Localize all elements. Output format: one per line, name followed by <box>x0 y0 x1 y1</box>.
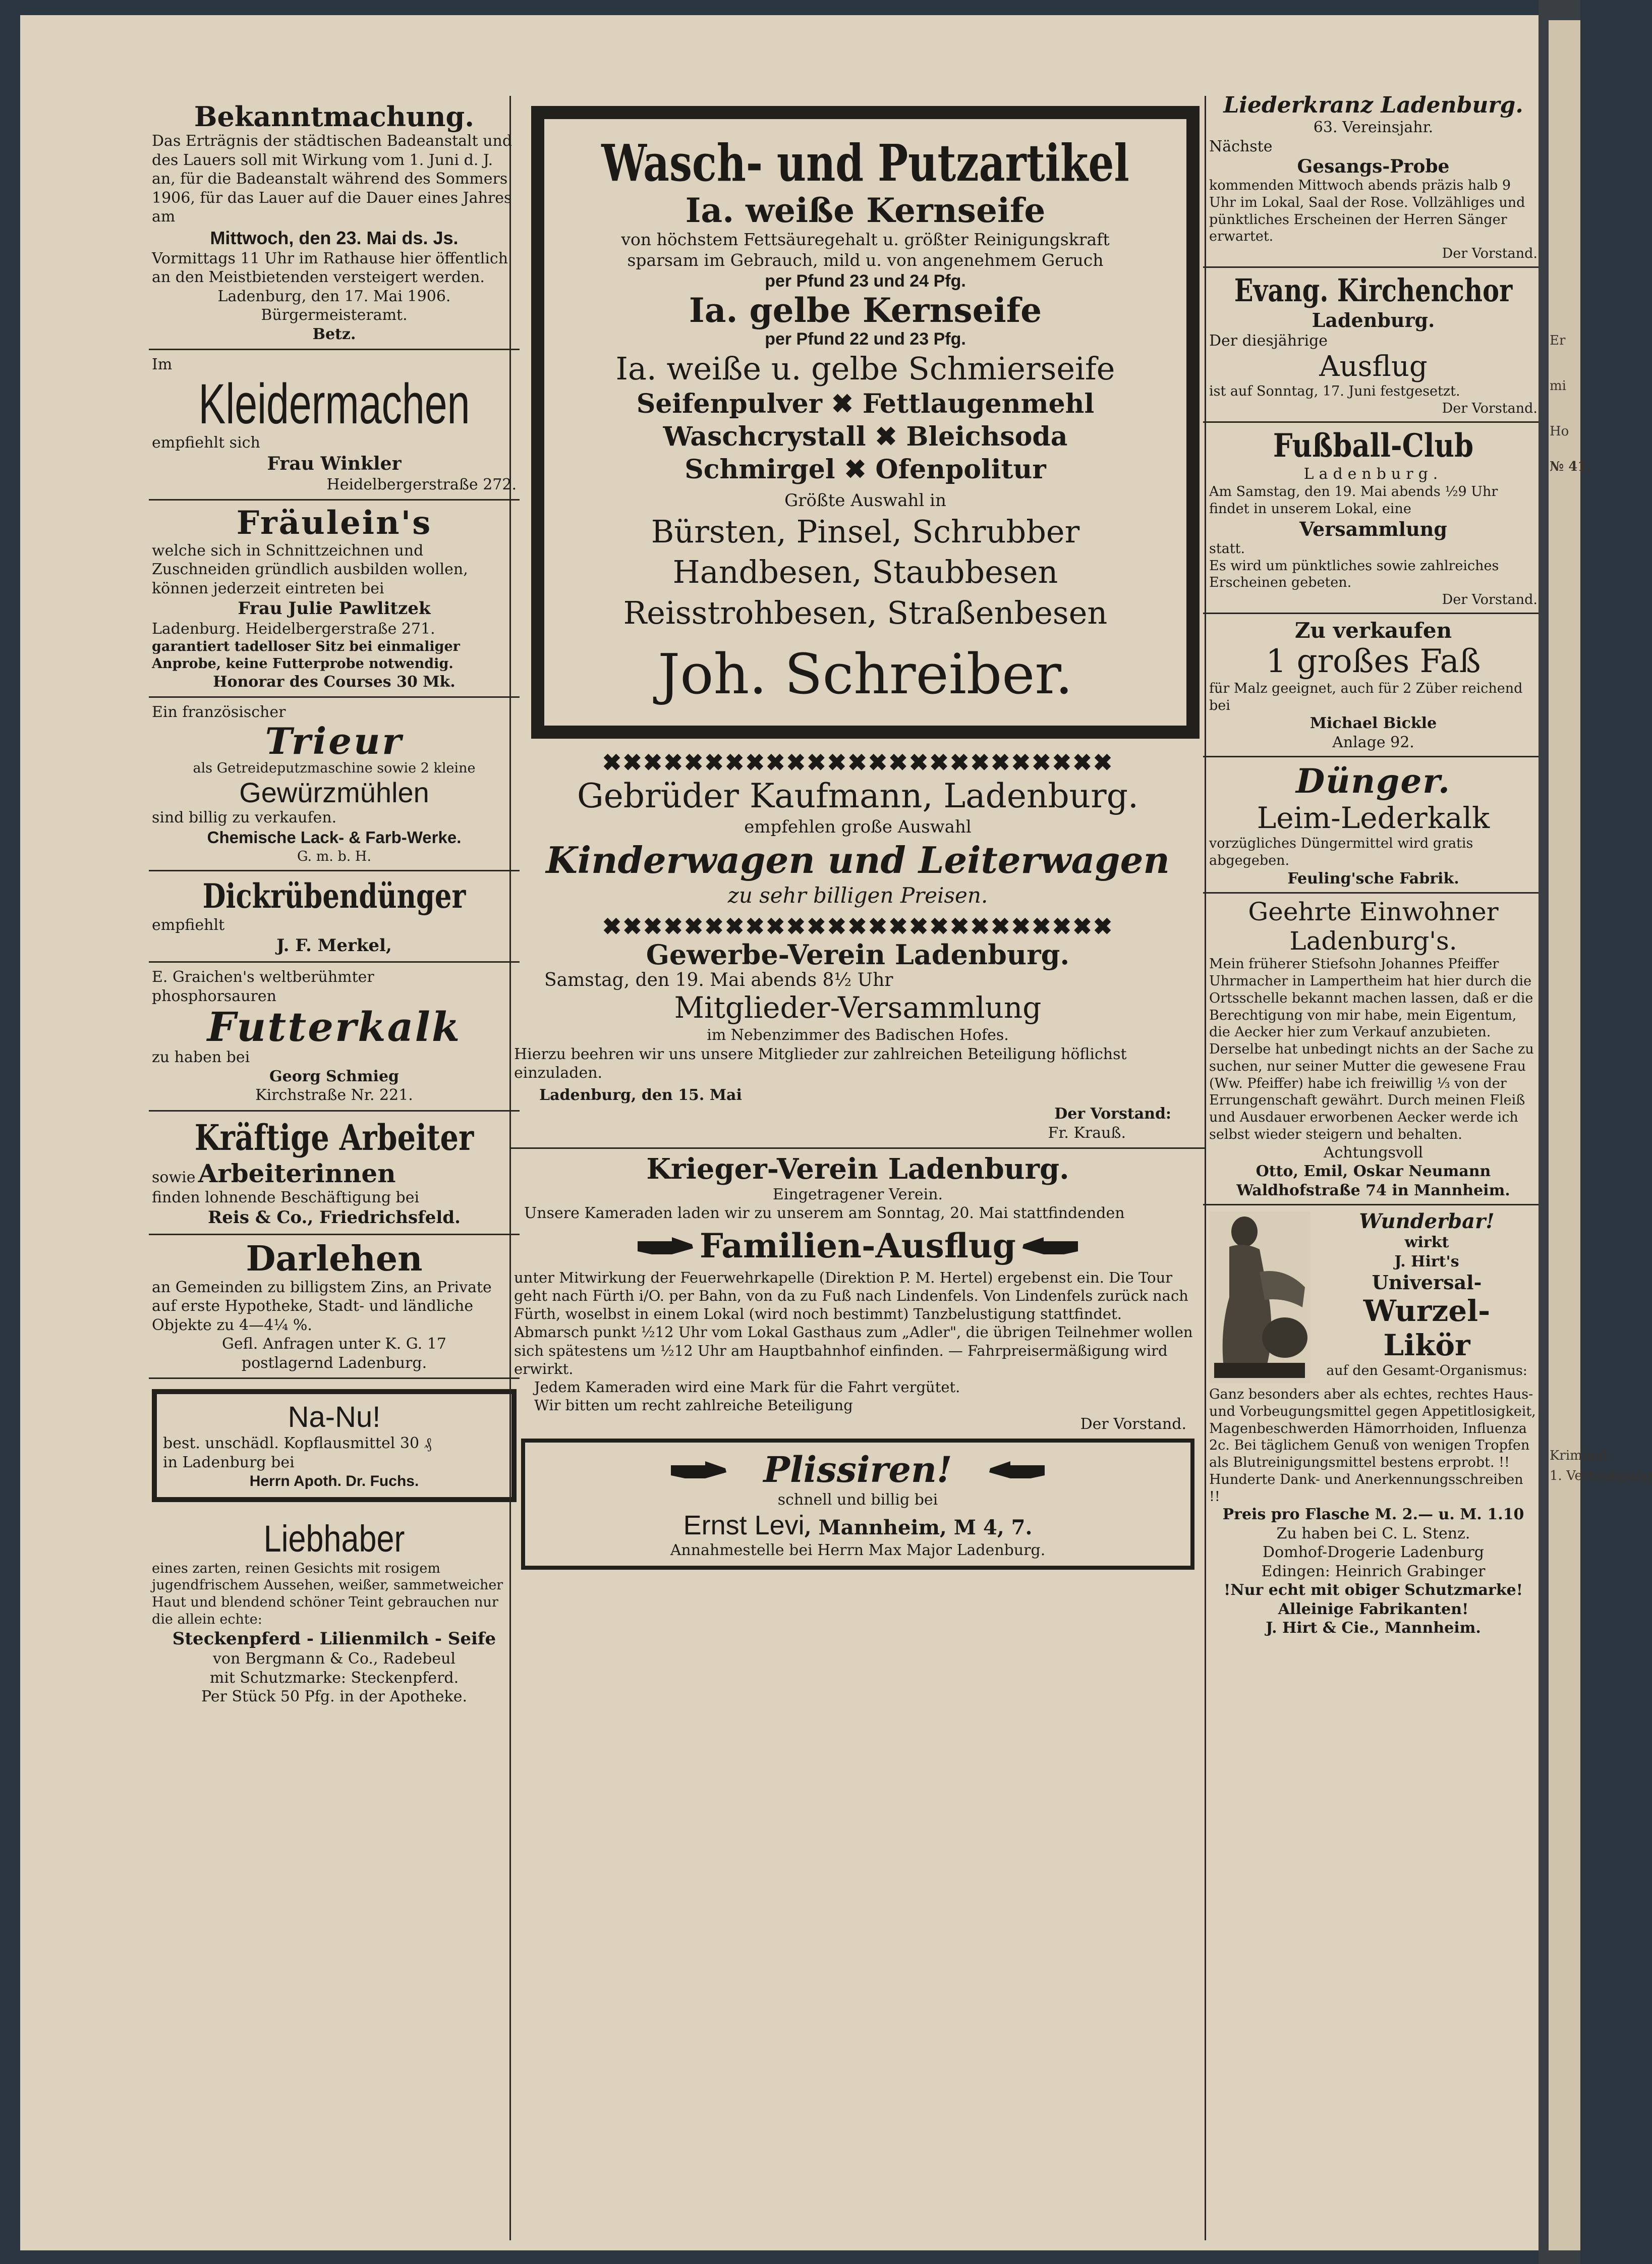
wunder-t1: Wunderbar! <box>1359 1209 1495 1233</box>
edge-text-2: mi <box>1550 378 1566 394</box>
ad-trieur <box>149 698 520 871</box>
column-center <box>509 96 1206 2240</box>
liebhaber-l5: Per Stück 50 Pfg. in der Apotheke. <box>201 1688 467 1706</box>
arbeiter-title2: Arbeiterinnen <box>198 1158 396 1188</box>
fass-big: 1 großes Faß <box>1266 642 1481 680</box>
kleider-addr: Heidelbergerstraße 272. <box>326 475 517 493</box>
gewerbe-l2: Hierzu beehren wir uns unsere Mitglieder zur zahlreichen Beteiligung höflichst einzuladen. <box>514 1045 1127 1082</box>
schreiber-s1c: per Pfund 23 und 24 Pfg. <box>765 271 966 291</box>
ad-plissiren <box>521 1439 1194 1570</box>
dick-empf: empfiehlt <box>152 916 225 934</box>
lieder-jahr: 63. Vereinsjahr. <box>1313 119 1434 136</box>
schreiber-s4b: Fettlaugenmehl <box>862 389 1095 420</box>
ad-bekanntmachung <box>149 91 520 350</box>
krieger-sub: Eingetragener Verein. <box>772 1185 943 1203</box>
bek-body: Das Erträgnis der städtischen Badeanstalt und des Lauers soll mit Wirkung vom 1. Juni d. J. an, für die Badeanstalt während des Sommers 1906, für das Lauer auf die Dauer eines Jahres am <box>152 132 512 226</box>
futter-addr: Kirchstraße Nr. 221. <box>255 1086 413 1105</box>
x-ornament-top: ✖✖✖✖✖✖✖✖✖✖✖✖✖✖✖✖✖✖✖✖✖✖✖✖✖ <box>602 749 1114 777</box>
ad-nanu <box>149 1379 520 1512</box>
schreiber-sep-1: ✖ <box>831 389 853 420</box>
wunder-l1: Zu haben bei C. L. Stenz. <box>1276 1524 1470 1542</box>
trieur-firm: Chemische Lack- & Farb-Werke. <box>207 828 462 847</box>
ad-futterkalk <box>149 963 520 1112</box>
ad-dickruebenduenger <box>149 871 520 963</box>
liebhaber-l2: Steckenpferd - Lilienmilch - Seife <box>172 1628 496 1649</box>
lieder-l1: Nächste <box>1209 137 1273 155</box>
wunder-t7: auf den Gesamt-Organismus: <box>1326 1363 1527 1378</box>
krieger-body4: Wir bitten um recht zahlreiche Beteiligung <box>534 1397 853 1414</box>
wunder-firm: J. Hirt & Cie., Mannheim. <box>1266 1619 1481 1637</box>
schreiber-s1b: sparsam im Gebrauch, mild u. von angenehmem Geruch <box>627 250 1104 270</box>
schreiber-s6a: Schmirgel <box>685 454 835 485</box>
lieder-title: Liederkranz Ladenburg. <box>1223 92 1523 118</box>
fraeulein-body2: garantiert tadelloser Sitz bei einmaliger Anprobe, keine Futterprobe notwendig. <box>152 639 460 672</box>
darlehen-title: Darlehen <box>246 1238 423 1279</box>
wunder-l3: Edingen: Heinrich Grabinger <box>1261 1562 1486 1580</box>
wunder-l2: Domhof-Drogerie Ladenburg <box>1263 1543 1484 1562</box>
liebhaber-body: eines zarten, reinen Gesichts mit rosigem jugendfrischem Aussehen, weißer, sammetweicher Haut und blendend schöner Teint gebrauchen nur die allein echte: <box>152 1560 503 1627</box>
dick-title: Dickrübendünger <box>202 876 466 916</box>
plissiren-l2: Annahmestelle bei Herrn Max Major Ladenburg. <box>670 1541 1046 1559</box>
fussball-sign: Der Vorstand. <box>1442 592 1537 608</box>
fraeulein-addr: Ladenburg. Heidelbergerstraße 271. <box>152 620 435 638</box>
schreiber-title: Wasch- und Putzartikel <box>601 133 1129 193</box>
edge-text-4: № 41. <box>1550 459 1591 474</box>
trieur-l3: sind billig zu verkaufen. <box>152 808 337 826</box>
krieger-sign: Der Vorstand. <box>1080 1415 1186 1433</box>
schreiber-sep-3: ✖ <box>844 454 867 485</box>
kaufmann-l1: empfehlen große Auswahl <box>744 816 972 837</box>
futter-l3: zu haben bei <box>152 1048 250 1067</box>
wunder-t3: J. Hirt's <box>1394 1252 1459 1271</box>
liebhaber-title: Liebhaber <box>263 1517 405 1560</box>
wunder-body: Ganz besonders aber als echtes, rechtes Haus- und Vorbeugungsmittel gegen Appetitlosigkeit, Magenbeschwerden Hämorrhoiden, Influenza 2c. Bei täglichem Genuß von wenigen Tropfen als Blutreinigungsmittel bestens erprobt. !! Hunderte Dank- und Anerkennungsschreiben !! <box>1209 1387 1536 1505</box>
fussball-title: Fußball-Club <box>1273 426 1474 465</box>
ad-kleidermachen <box>149 350 520 501</box>
trieur-l2: als Getreideputzmaschine sowie 2 kleine <box>193 760 476 777</box>
ad-kirchenchor <box>1203 268 1544 423</box>
krieger-body3: Jedem Kameraden wird eine Mark für die Fahrt vergütet. <box>534 1378 960 1396</box>
plissiren-name: Ernst Levi <box>683 1510 805 1540</box>
fass-title: Zu verkaufen <box>1294 618 1452 643</box>
einwohner-title: Geehrte Einwohner Ladenburg's. <box>1248 897 1499 956</box>
schreiber-b1: Bürsten, Pinsel, Schrubber <box>651 513 1080 550</box>
ad-fussball-club <box>1203 423 1544 614</box>
dick-name: J. F. Merkel, <box>276 935 392 956</box>
wunder-l5: Alleinige Fabrikanten! <box>1278 1600 1469 1618</box>
ad-liebhaber <box>149 1512 520 1711</box>
schreiber-s1a: von höchstem Fettsäuregehalt u. größter Reinigungskraft <box>621 229 1110 249</box>
gewerbe-sign2: Fr. Krauß. <box>1048 1124 1126 1142</box>
fraeulein-body: welche sich in Schnittzeichnen und Zuschneiden gründlich ausbilden wollen, können jederzeit eintreten bei <box>152 541 468 597</box>
wunder-t6: Likör <box>1383 1328 1470 1362</box>
einwohner-addr: Waldhofstraße 74 in Mannheim. <box>1236 1181 1510 1199</box>
wunder-t5: Wurzel- <box>1363 1294 1491 1328</box>
ad-fraeulein <box>149 501 520 698</box>
schreiber-b2: Handbesen, Staubbesen <box>672 554 1058 591</box>
trieur-title: Trieur <box>265 719 404 762</box>
arbeiter-l1: finden lohnende Beschäftigung bei <box>152 1188 420 1206</box>
fass-addr: Anlage 92. <box>1332 733 1414 751</box>
kleider-name: Frau Winkler <box>267 453 402 474</box>
gewerbe-l1: im Nebenzimmer des Badischen Hofes. <box>707 1026 1009 1044</box>
newspaper-page <box>20 15 1539 2250</box>
futter-title: Futterkalk <box>207 1003 462 1051</box>
fass-l1: für Malz geeignet, auch für 2 Züber reichend bei <box>1209 680 1523 713</box>
kleider-title: Kleidermachen <box>198 372 470 435</box>
kaufmann-big: Kinderwagen und Leiterwagen <box>546 839 1170 882</box>
schreiber-s1: Ia. weiße Kernseife <box>685 191 1046 230</box>
kirchen-l2: ist auf Sonntag, 17. Juni festgesetzt. <box>1209 383 1460 400</box>
krieger-body2: Abmarsch punkt ½12 Uhr vom Lokal Gasthaus zum „Adler", die übrigen Teilnehmer wollen sich spätestens um ½12 Uhr am Hauptbahnhof einfinden. — Fahrpreisermäßigung wird erwirkt. <box>514 1323 1193 1377</box>
kaufmann-title: Gebrüder Kaufmann, Ladenburg. <box>577 777 1138 816</box>
ad-fass <box>1203 614 1544 758</box>
fraeulein-title: Fräulein's <box>236 504 432 542</box>
kirchen-big: Ausflug <box>1319 350 1428 383</box>
column-right <box>1203 88 1544 1642</box>
ad-gewerbe-verein <box>511 940 1205 1149</box>
kirchen-sign: Der Vorstand. <box>1442 401 1537 416</box>
kaufmann-l2: zu sehr billigen Preisen. <box>727 883 988 908</box>
arbeiter-firm: Reis & Co., Friedrichsfeld. <box>208 1207 461 1228</box>
ad-einwohner <box>1203 894 1544 1205</box>
edge-text-3: Ho <box>1550 424 1569 439</box>
bek-office: Bürgermeisteramt. <box>261 306 408 324</box>
bek-date: Mittwoch, den 23. Mai ds. Js. <box>210 227 459 248</box>
woman-trademark-illustration <box>1209 1211 1310 1383</box>
kleider-empf: empfiehlt sich <box>152 434 260 452</box>
duenger-firm: Feuling'sche Fabrik. <box>1287 869 1459 888</box>
ad-liederkranz <box>1203 88 1544 268</box>
schreiber-s3: Ia. weiße u. gelbe Schmierseife <box>615 350 1115 387</box>
trieur-sub: Gewürzmühlen <box>239 777 429 809</box>
fraeulein-honorar: Honorar des Courses 30 Mk. <box>213 673 455 691</box>
nanu-l1: best. unschädl. Kopflausmittel 30 ₰ <box>163 1434 432 1453</box>
schreiber-s2a: per Pfund 22 und 23 Pfg. <box>765 329 966 349</box>
pointing-hand-right-icon <box>670 1458 730 1481</box>
duenger-l1: vorzügliches Düngermittel wird gratis abgegeben. <box>1209 836 1473 868</box>
einwohner-names: Otto, Emil, Oskar Neumann <box>1256 1163 1491 1180</box>
schreiber-name: Joh. Schreiber. <box>658 642 1073 707</box>
ad-kaufmann <box>511 776 1205 913</box>
bek-place: Ladenburg, den 17. Mai 1906. <box>217 287 451 305</box>
ad-krieger-verein <box>511 1149 1205 1439</box>
wunder-price: Preis pro Flasche M. 2.— u. M. 1.10 <box>1222 1506 1524 1524</box>
lieder-body: kommenden Mittwoch abends präzis halb 9 Uhr im Lokal, Saal der Rose. Vollzähliges und pünktliches Erscheinen der Herren Sänger erwartet. <box>1209 178 1525 245</box>
schreiber-b3: Reisstrohbesen, Straßenbesen <box>623 594 1108 631</box>
adjacent-page-edge <box>1549 20 1652 2250</box>
fussball-town: Ladenburg. <box>1303 465 1443 483</box>
wunder-l4: !Nur echt mit obiger Schutzmarke! <box>1224 1581 1523 1599</box>
schreiber-s5b: Bleichsoda <box>906 421 1068 453</box>
schreiber-sep-2: ✖ <box>875 421 897 453</box>
darlehen-l2: Gefl. Anfragen unter K. G. 17 <box>222 1335 446 1353</box>
einwohner-body: Mein früherer Stiefsohn Johannes Pfeiffer Uhrmacher in Lampertheim hat hier durch die Ortsschelle bekannt machen lassen, daß er die Berechtigung von mir habe, mein Eigentum, die Aecker hier zum Verkauf anzubieten. Derselbe hat unbedingt nichts an der Sache zu suchen, nur seiner Mutter die gewesene Frau (Ww. Pfeiffer) habe ich freiwillig ⅓ von der Errungenschaft gewährt. Durch meinen Fleiß und Ausdauer erworbenen Aecker werde ich selbst wieder steigern und behalten. <box>1209 956 1534 1142</box>
nanu-l2: in Ladenburg bei <box>163 1453 295 1471</box>
einwohner-l1: Achtungsvoll <box>1323 1143 1423 1162</box>
fussball-l1: Am Samstag, den 19. Mai abends ½9 Uhr findet in unserem Lokal, eine <box>1209 484 1498 517</box>
pointing-hand-left-icon <box>985 1458 1046 1481</box>
nanu-title: Na-Nu! <box>288 1401 381 1434</box>
gewerbe-sign1: Der Vorstand: <box>1054 1105 1171 1123</box>
darlehen-body: an Gemeinden zu billigstem Zins, an Private auf erste Hypotheke, Stadt- und ländliche Objekte zu 4—4¼ %. <box>152 1278 492 1334</box>
kirchen-town: Ladenburg. <box>1312 308 1435 332</box>
trieur-gmbh: G. m. b. H. <box>297 848 372 864</box>
fussball-l3: Es wird um pünktliches sowie zahlreiches Erscheinen gebeten. <box>1209 558 1499 591</box>
schreiber-s6b: Ofenpolitur <box>875 454 1046 485</box>
krieger-title: Krieger-Verein Ladenburg. <box>646 1152 1069 1186</box>
plissiren-l1: schnell und billig bei <box>777 1491 938 1509</box>
bek-body2: Vormittags 11 Uhr im Rathause hier öffentlich an den Meistbietenden versteigert werden. <box>152 249 508 287</box>
x-ornament-bottom: ✖✖✖✖✖✖✖✖✖✖✖✖✖✖✖✖✖✖✖✖✖✖✖✖✖ <box>602 913 1114 941</box>
trieur-l1: Ein französischer <box>152 703 286 722</box>
duenger-title: Dünger. <box>1295 761 1451 801</box>
krieger-l1: Unsere Kameraden laden wir zu unserem am Sonntag, 20. Mai stattfindenden <box>524 1204 1125 1223</box>
krieger-body: unter Mitwirkung der Feuerwehrkapelle (Direktion P. M. Hertel) ergebenst ein. Die Tour geht nach Fürth i/O. per Bahn, von da zu Fuß nach Lindenfels. Von Lindenfels zurück nach Fürth, woselbst in einem Lokal (wird noch bestimmt) Tanzbelustigung stattfindet. <box>514 1268 1188 1323</box>
schreiber-s2: Ia. gelbe Kernseife <box>689 290 1042 330</box>
schreiber-g: Größte Auswahl in <box>784 490 946 511</box>
wunder-t2: wirkt <box>1404 1234 1449 1251</box>
wunder-t4: Universal- <box>1372 1271 1482 1294</box>
edge-text-5: Kriminal <box>1550 1448 1607 1463</box>
kirchen-title: Evang. Kirchenchor <box>1234 271 1513 309</box>
fraeulein-name: Frau Julie Pawlitzek <box>238 598 431 619</box>
fass-name: Michael Bickle <box>1309 714 1437 733</box>
nanu-box <box>152 1389 517 1502</box>
pointing-hand-left-icon <box>1018 1234 1079 1257</box>
gewerbe-place: Ladenburg, den 15. Mai <box>539 1086 742 1104</box>
column-left <box>149 91 520 1711</box>
pointing-hand-right-icon <box>637 1234 697 1257</box>
lieder-sign: Der Vorstand. <box>1442 246 1537 261</box>
liebhaber-l4: mit Schutzmarke: Steckenpferd. <box>209 1669 459 1687</box>
ad-darlehen <box>149 1235 520 1379</box>
arbeiter-sowie: sowie <box>152 1168 196 1186</box>
darlehen-l3: postlagernd Ladenburg. <box>241 1354 427 1372</box>
ad-arbeiter <box>149 1112 520 1235</box>
duenger-big: Leim-Lederkalk <box>1257 801 1490 836</box>
krieger-big: Familien-Ausflug <box>700 1226 1016 1265</box>
liebhaber-l3: von Bergmann & Co., Radebeul <box>212 1650 456 1668</box>
kirchen-l1: Der diesjährige <box>1209 332 1328 350</box>
schreiber-s4a: Seifenpulver <box>636 389 823 420</box>
bek-sign: Betz. <box>312 325 356 343</box>
plissiren-addr: , Mannheim, M 4, 7. <box>804 1515 1033 1539</box>
futter-l2: phosphorsauren <box>152 987 276 1005</box>
ad-wurzel-likoer <box>1203 1205 1544 1642</box>
ad-schreiber <box>531 106 1200 739</box>
fussball-l2: statt. <box>1209 540 1245 557</box>
plissiren-title: Plissiren! <box>763 1449 952 1491</box>
fussball-big: Versammlung <box>1299 517 1447 540</box>
arbeiter-title: Kräftige Arbeiter <box>194 1116 474 1158</box>
kleider-im: Im <box>152 356 173 374</box>
gewerbe-date: Samstag, den 19. Mai abends 8½ Uhr <box>544 970 893 991</box>
gewerbe-title: Gewerbe-Verein Ladenburg. <box>646 938 1070 971</box>
bek-title: Bekanntmachung. <box>194 100 475 133</box>
edge-text-1: Er <box>1550 333 1566 348</box>
futter-l1: E. Graichen's weltberühmter <box>152 968 374 986</box>
gewerbe-title2: Mitglieder-Versammlung <box>674 990 1042 1025</box>
nanu-name: Herrn Apoth. Dr. Fuchs. <box>249 1473 419 1490</box>
edge-text-6: 1. Verteidigung <box>1550 1468 1652 1483</box>
schreiber-s5a: Waschcrystall <box>663 421 866 453</box>
ad-duenger <box>1203 757 1544 894</box>
futter-name: Georg Schmieg <box>269 1067 399 1085</box>
lieder-probe: Gesangs-Probe <box>1297 156 1450 177</box>
